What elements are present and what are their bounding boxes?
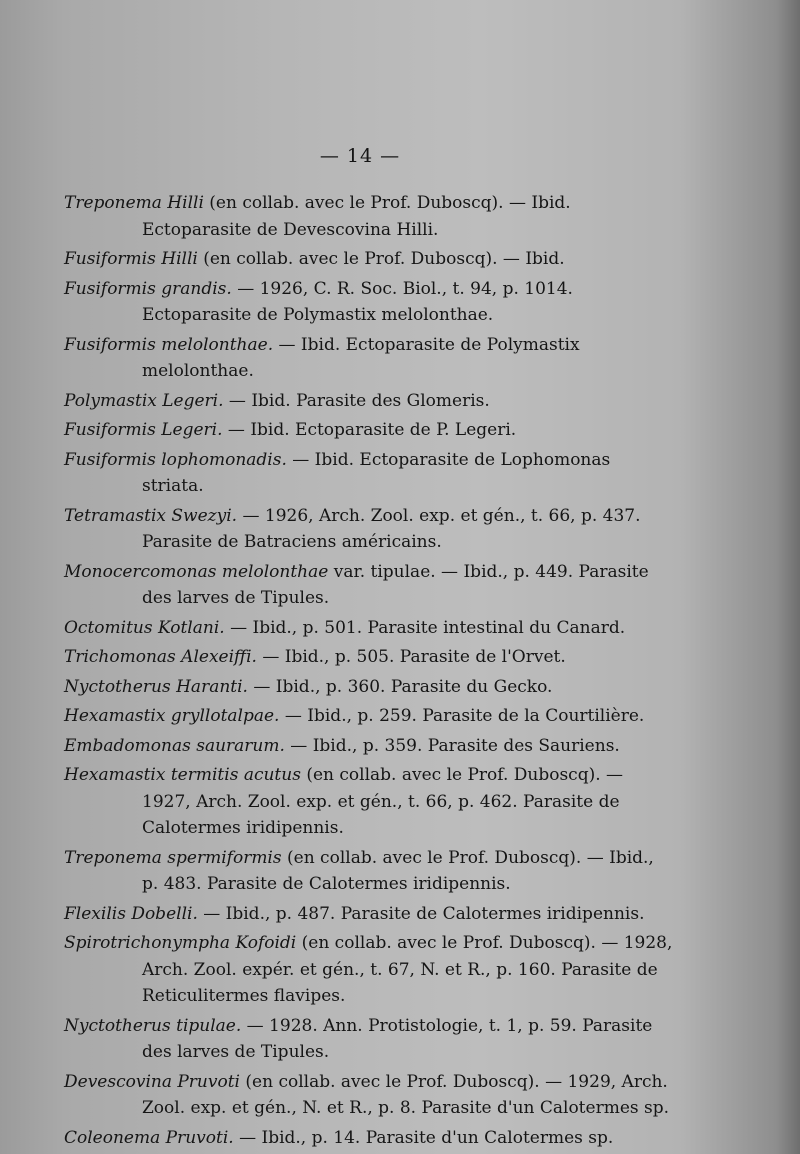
entry-text: — Ibid. Ectoparasite de Lophomonas striata.	[142, 449, 611, 496]
entry-text: — Ibid., p. 505. Parasite de l'Orvet.	[256, 647, 566, 667]
bibliography-entry	[64, 733, 674, 760]
entry-text: (en collab. avec le Prof. Duboscq). — Ibid.	[197, 249, 565, 269]
entry-text: — 1928. Ann. Protistologie, t. 1, p. 59. Parasite des larves de Tipules.	[142, 1015, 653, 1062]
entry-text: (en collab. avec le Prof. Duboscq). — 1929, Arch. Zool. exp. et gén., N. et R., p. 8. Parasite d'un Calotermes sp.	[142, 1071, 670, 1118]
taxon-name: Flexilis Dobelli.	[64, 903, 198, 924]
bibliography-entry	[64, 703, 674, 730]
bibliography-list	[64, 190, 674, 1154]
taxon-name: Fusiformis grandis.	[64, 278, 232, 299]
bibliography-entry	[64, 1013, 674, 1066]
bibliography-entry	[64, 901, 674, 928]
bibliography-entry	[64, 674, 674, 701]
entry-text: — Ibid., p. 501. Parasite intestinal du Canard.	[224, 617, 626, 638]
bibliography-entry	[64, 615, 674, 642]
taxon-name: Hexamastix termitis acutus	[64, 765, 301, 785]
bibliography-entry	[64, 762, 674, 842]
taxon-name: Fusiformis Legeri.	[64, 420, 223, 440]
taxon-name: Fusiformis melolonthae.	[64, 334, 274, 355]
entry-text: — 1926, C. R. Soc. Biol., t. 94, p. 1014. Ectoparasite de Polymastix melolonthae.	[142, 278, 573, 325]
entry-text: — Ibid., p. 259. Parasite de la Courtilière.	[279, 706, 645, 726]
taxon-name: Nyctotherus Haranti.	[64, 676, 248, 697]
bibliography-entry	[64, 332, 674, 385]
entry-text: (en collab. avec le Prof. Duboscq). — 1928, Arch. Zool. expér. et gén., t. 67, N. et R., p. 160. Parasite de Reticulitermes flavipes.	[142, 933, 673, 1006]
entry-text: — Ibid., p. 14. Parasite d'un Calotermes sp.	[233, 1127, 614, 1148]
bibliography-entry	[64, 559, 674, 612]
taxon-name: Spirotrichonympha Kofoidi	[64, 933, 297, 953]
entry-text: (en collab. avec le Prof. Duboscq). — Ibid. Ectoparasite de Devescovina Hilli.	[142, 193, 571, 240]
entry-text: — Ibid., p. 359. Parasite des Sauriens.	[284, 735, 620, 756]
page-number: — 14 —	[319, 145, 401, 167]
taxon-name: Trichomonas Alexeiffi.	[64, 647, 257, 667]
bibliography-entry	[64, 503, 674, 556]
bibliography-entry	[64, 417, 674, 444]
entry-text: — Ibid., p. 360. Parasite du Gecko.	[247, 676, 553, 697]
taxon-name: Fusiformis Hilli	[64, 249, 198, 269]
bibliography-entry	[64, 276, 674, 329]
taxon-name: Treponema spermiformis	[64, 847, 282, 868]
bibliography-entry	[64, 644, 674, 671]
entry-text: (en collab. avec le Prof. Duboscq). — 1927, Arch. Zool. exp. et gén., t. 66, p. 462. Parasite de Calotermes iridipennis.	[142, 765, 624, 838]
bibliography-entry	[64, 388, 674, 415]
taxon-name: Tetramastix Swezyi.	[64, 505, 238, 526]
bibliography-entry	[64, 190, 674, 243]
taxon-name: Polymastix Legeri.	[64, 390, 224, 411]
taxon-name: Embadomonas saurarum.	[64, 735, 285, 756]
taxon-name: Nyctotherus tipulae.	[64, 1015, 242, 1036]
bibliography-entry	[64, 845, 674, 898]
bibliography-entry	[64, 447, 674, 500]
entry-text: — Ibid., p. 487. Parasite de Calotermes iridipennis.	[197, 903, 645, 924]
taxon-name: Fusiformis lophomonadis.	[64, 449, 287, 470]
entry-text: — Ibid. Ectoparasite de P. Legeri.	[222, 420, 517, 440]
bibliography-entry	[64, 246, 674, 273]
taxon-name: Treponema Hilli	[64, 193, 204, 213]
entry-text: (en collab. avec le Prof. Duboscq). — Ibid., p. 483. Parasite de Calotermes iridipennis.	[142, 847, 654, 894]
taxon-name: Hexamastix gryllotalpae.	[64, 706, 280, 726]
entry-text: var. tipulae. — Ibid., p. 449. Parasite des larves de Tipules.	[142, 561, 649, 608]
bibliography-entry	[64, 1125, 674, 1152]
bibliography-entry	[64, 1069, 674, 1122]
bibliography-entry	[64, 930, 674, 1010]
entry-text: — Ibid. Parasite des Glomeris.	[223, 390, 490, 411]
taxon-name: Devescovina Pruvoti	[64, 1071, 240, 1092]
entry-text: — 1926, Arch. Zool. exp. et gén., t. 66, p. 437. Parasite de Batraciens américains.	[142, 505, 641, 552]
entry-text: — Ibid. Ectoparasite de Polymastix melolonthae.	[142, 334, 580, 381]
taxon-name: Coleonema Pruvoti.	[64, 1127, 234, 1148]
taxon-name: Octomitus Kotlani.	[64, 617, 225, 638]
taxon-name: Monocercomonas melolonthae	[64, 561, 329, 582]
